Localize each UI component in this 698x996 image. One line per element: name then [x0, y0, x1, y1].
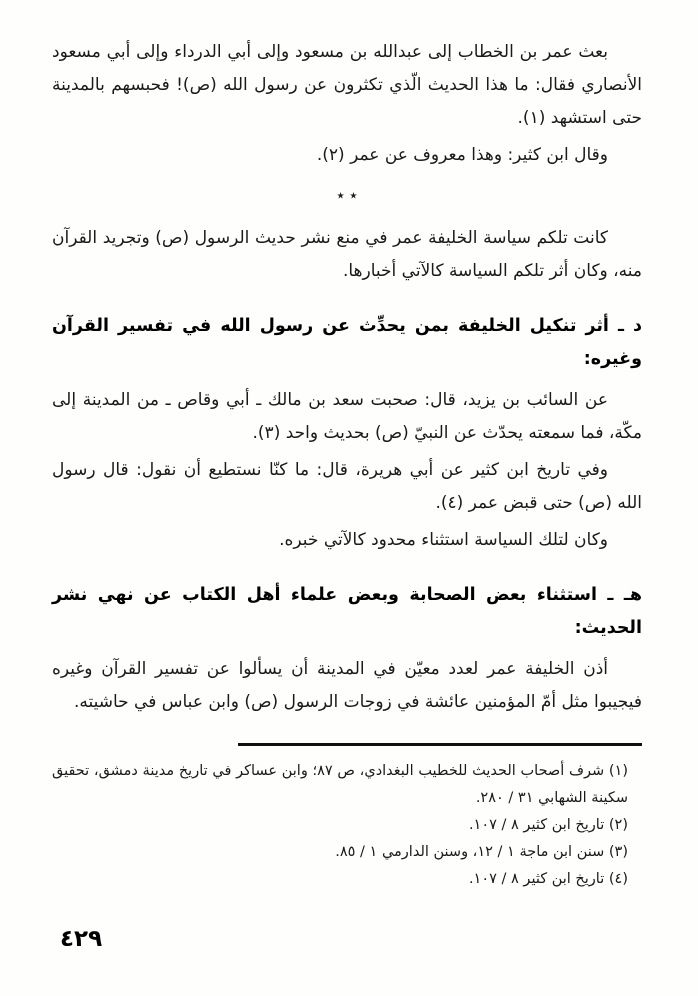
paragraph-exception-note: وكان لتلك السياسة استثناء محدود كالآتي خبره.: [279, 530, 608, 550]
footnote-4: (٤) تاريخ ابن كثير ٨ / ١٠٧.: [468, 871, 628, 887]
paragraph-permitted-narrators: أذن الخليفة عمر لعدد معيّن في المدينة أن يسألوا عن تفسير القرآن وغيره فيجيبوا مثل أمّ المؤمنين عائشة في زوجات الرسول (ص) وابن عباس في حاشيته.: [52, 659, 642, 712]
asterisk-separator: ٭ ٭: [336, 186, 358, 204]
footnote-1: (١) شرف أصحاب الحديث للخطيب البغدادي، ص ٨٧؛ وابن عساكر في تاريخ مدينة دمشق، تحقيق سكينة الشهابي ٣١ / ٢٨٠.: [52, 763, 628, 806]
page-number: ٤٢٩: [60, 926, 103, 952]
section-heading-d: د ـ أثر تنكيل الخليفة بمن يحدِّث عن رسول الله في تفسير القرآن وغيره:: [52, 316, 642, 369]
paragraph-abu-hurayra-report: وفي تاريخ ابن كثير عن أبي هريرة، قال: ما كنّا نستطيع أن نقول: قال رسول الله (ص) حتى قبض عمر (٤).: [52, 460, 642, 513]
page-content: [52, 36, 642, 893]
paragraph-umar-dispatch: بعث عمر بن الخطاب إلى عبدالله بن مسعود وإلى أبي الدرداء وإلى أبي مسعود الأنصاري فقال: ما هذا الحديث الّذي تكثرون عن رسول الله (ص)! فحبسهم بالمدينة حتى استشهد (١).: [52, 42, 642, 128]
footnote-divider: [238, 743, 642, 746]
section-heading-h: هـ ـ استثناء بعض الصحابة وبعض علماء أهل الكتاب عن نهي نشر الحديث:: [52, 585, 642, 638]
paragraph-policy-summary: كانت تلكم سياسة الخليفة عمر في منع نشر حديث الرسول (ص) وتجريد القرآن منه، وكان أثر تلكم السياسة كالآتي أخبارها.: [52, 228, 642, 281]
footnote-3: (٣) سنن ابن ماجة ١ / ١٢، وسنن الدارمي ١ / ٨٥.: [335, 844, 628, 860]
footnote-2: (٢) تاريخ ابن كثير ٨ / ١٠٧.: [468, 817, 628, 833]
paragraph-ibn-kathir-quote: وقال ابن كثير: وهذا معروف عن عمر (٢).: [316, 145, 608, 165]
paragraph-saib-report: عن السائب بن يزيد، قال: صحبت سعد بن مالك ـ أبي وقاص ـ من المدينة إلى مكّة، فما سمعته يحدّث عن النبيّ (ص) بحديث واحد (٣).: [52, 390, 642, 443]
footnotes-block: [52, 758, 642, 893]
